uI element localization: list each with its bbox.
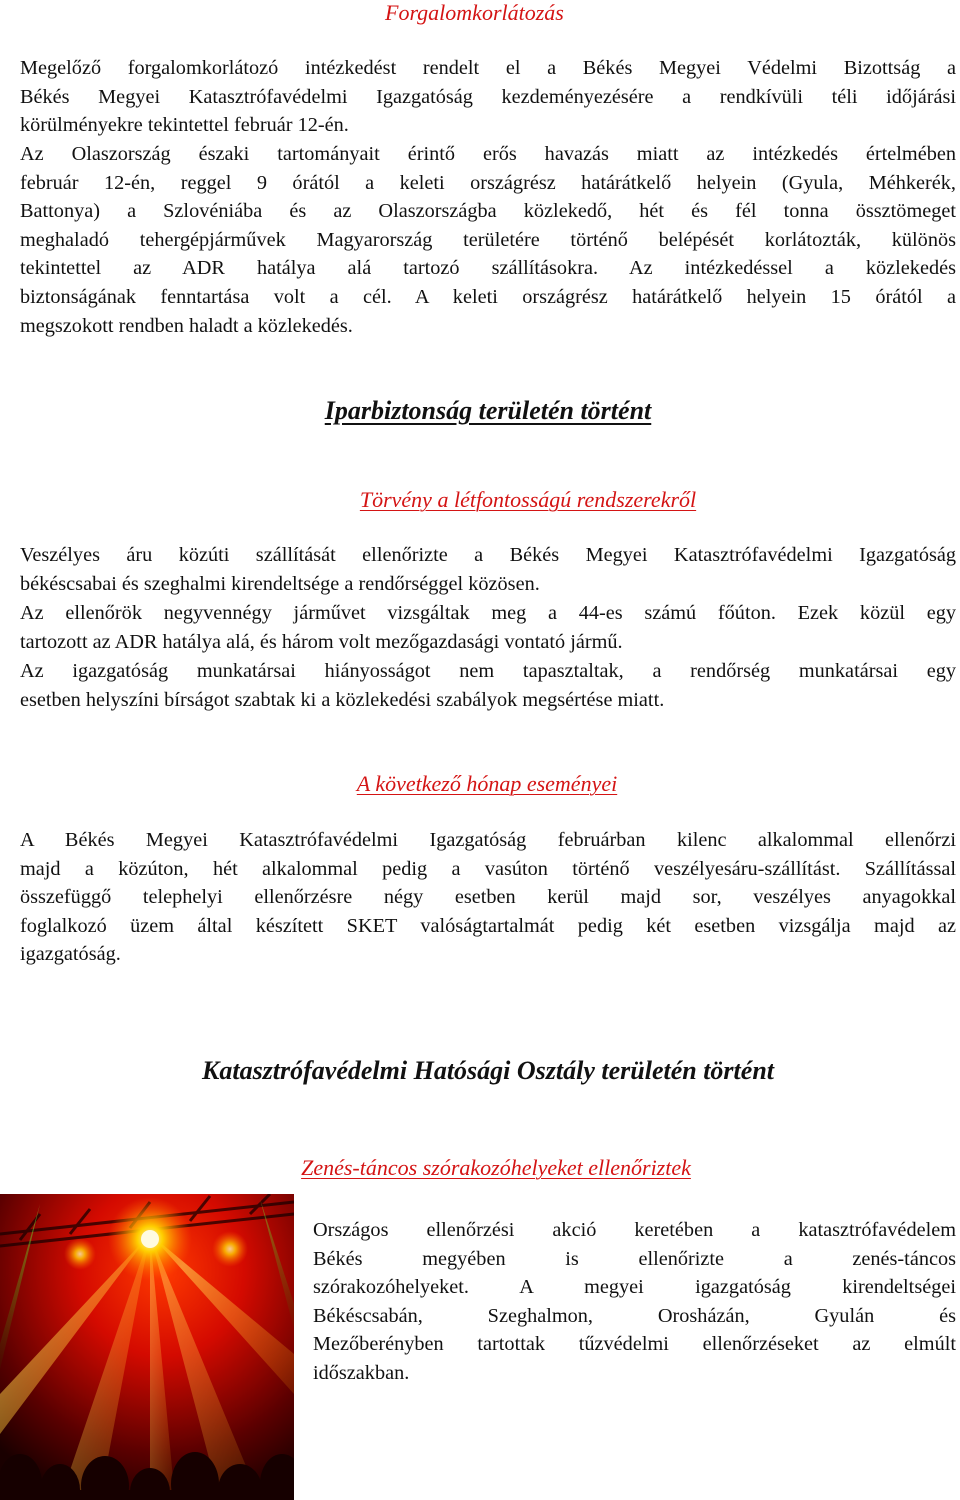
paragraph-kovetkezo-honap [20, 826, 956, 969]
text-line: Országos ellenőrzési akció keretében a katasztrófavédelem [313, 1219, 956, 1241]
text-line: esetben helyszíni bírságot szabtak ki a közlekedési szabályok megsértése miatt. [20, 688, 665, 711]
text-line: összefüggő telephelyi ellenőrzésre négy esetben kerül majd sor, veszélyes anyagokkal [20, 886, 956, 909]
text-line: Battonya) a Szlovéniába és az Olaszországba közlekedő, hét és fél tonna össztömeget [20, 200, 956, 223]
subheading-torveny: Törvény a létfontosságú rendszerekről [359, 487, 697, 512]
text-line: igazgatóság. [20, 943, 121, 966]
nightclub-photo [0, 1194, 294, 1500]
intro-paragraph [20, 54, 956, 140]
text-line: Megelőző forgalomkorlátozó intézkedést rendelt el a Békés Megyei Védelmi Bizottság a [20, 57, 956, 79]
section-title-forgalomkorlatozas: Forgalomkorlátozás [385, 0, 564, 25]
paragraph-ellenorzes [20, 541, 956, 598]
heading-iparbiztonsag: Iparbiztonság területén történt [324, 396, 652, 425]
paragraph-jarmuvek [20, 599, 956, 656]
body-paragraph [20, 140, 956, 340]
text-line: Az ellenőrök negyvennégy járművet vizsgáltak meg a 44-es számú főúton. Ezek közül egy [20, 602, 956, 624]
text-line: körülményekre tekintettel február 12-én. [20, 114, 349, 137]
text-line: tartozott az ADR hatálya alá, és három volt mezőgazdasági vontató jármű. [20, 630, 623, 653]
text-line: Az Olaszország északi tartományait érintő erős havazás miatt az intézkedés értelmében [20, 143, 956, 165]
text-line: biztonságának fenntartása volt a cél. A keleti országrész határátkelő helyein 15 órától a [20, 285, 956, 308]
text-line: szórakozóhelyeket. A megyei igazgatóság kirendeltségei [313, 1276, 956, 1299]
text-line: Veszélyes áru közúti szállítását ellenőrizte a Békés Megyei Katasztrófavédelmi Igazgatóság [20, 544, 956, 566]
subheading-kovetkezo-honap: A következő hónap eseményei [356, 771, 618, 796]
text-line: Az igazgatóság munkatársai hiányosságot nem tapasztaltak, a rendőrség munkatársai egy [20, 660, 956, 682]
text-line: meghaladó tehergépjárművek Magyarország területére történő belépését korlátozták, különös [20, 228, 956, 251]
text-line: békéscsabai és szeghalmi kirendeltsége a rendőrséggel közösen. [20, 572, 540, 595]
heading-hatosagi-osztaly: Katasztrófavédelmi Hatósági Osztály területén történt [202, 1056, 774, 1085]
text-line: A Békés Megyei Katasztrófavédelmi Igazgatóság februárban kilenc alkalommal ellenőrzi [20, 829, 956, 851]
text-line: időszakban. [313, 1361, 410, 1384]
text-line: Békés megyében is ellenőrizte a zenés-táncos [313, 1247, 956, 1270]
text-line: február 12-én, reggel 9 órától a keleti országrész határátkelő helyein (Gyula, Méhkerék, [20, 171, 956, 194]
paragraph-szorakozohelyek [313, 1216, 956, 1388]
text-line: Mezőberényben tartottak tűzvédelmi ellenőrzéseket az elmúlt [313, 1333, 956, 1356]
text-line: Békéscsabán, Szeghalmon, Orosházán, Gyulán és [313, 1304, 956, 1327]
subheading-zenes-tancos: Zenés-táncos szórakozóhelyeket ellenőriztek [301, 1155, 691, 1180]
text-line: megszokott rendben haladt a közlekedés. [20, 314, 353, 337]
paragraph-hianyossag [20, 657, 956, 714]
text-line: tekintettel az ADR hatálya alá tartozó szállításokra. Az intézkedéssel a közlekedés [20, 257, 956, 280]
text-line: Békés Megyei Katasztrófavédelmi Igazgatóság kezdeményezésére a rendkívüli téli időjárási [20, 85, 956, 108]
text-line: majd a közúton, hét alkalommal pedig a vasúton történő veszélyesáru-szállítást. Szállítással [20, 857, 956, 880]
text-line: foglalkozó üzem által készített SKET valóságtartalmát pedig két esetben vizsgálja majd az [20, 914, 956, 937]
